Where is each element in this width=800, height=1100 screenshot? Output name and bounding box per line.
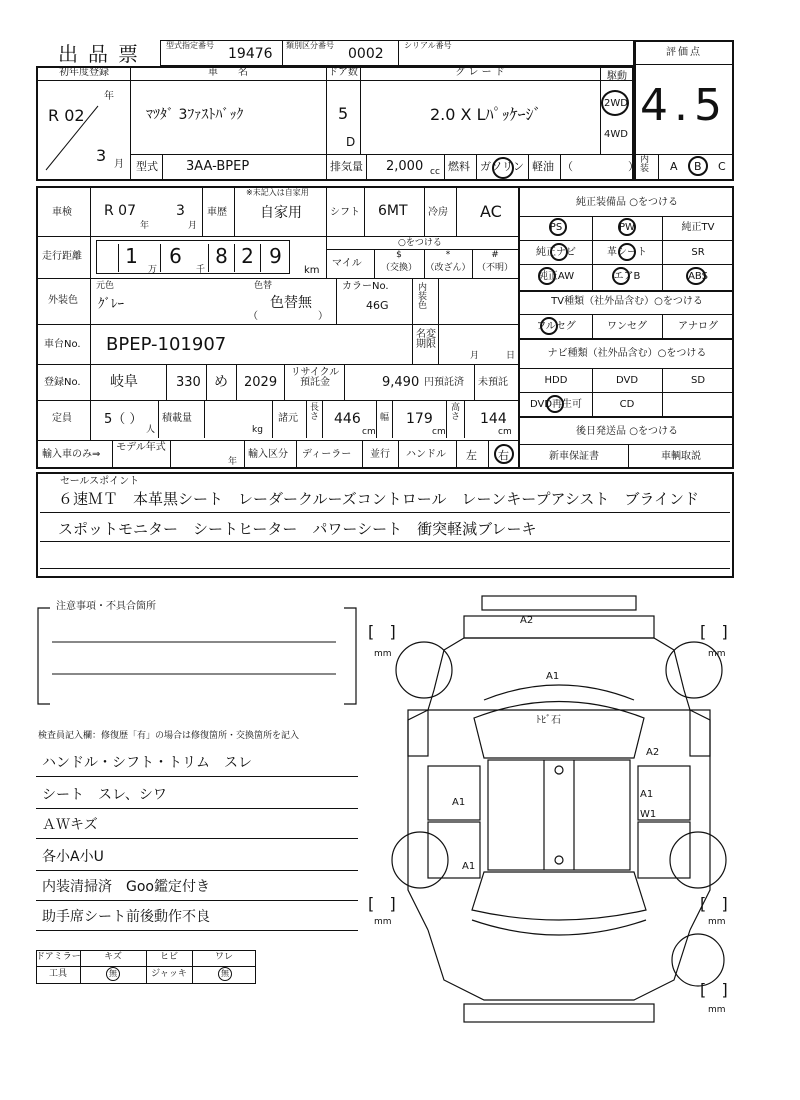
man-unit: 万 bbox=[148, 265, 158, 275]
fuel-diesel: 軽油 bbox=[532, 160, 554, 173]
color-change-label: 色替 bbox=[254, 281, 273, 291]
equipment-abs: ABS bbox=[688, 271, 708, 282]
mileage-digit: 8 bbox=[208, 244, 234, 272]
reg-kana: め bbox=[214, 374, 228, 390]
nav-dvd-playback: DVD再生可 bbox=[529, 399, 583, 410]
class-code: 0002 bbox=[348, 46, 384, 62]
damage-mark: A1 bbox=[462, 861, 476, 872]
nav-dvd-playback-circle bbox=[546, 395, 564, 413]
capacity: 5（ ） bbox=[104, 412, 143, 427]
grade-label: グ レ ー ド bbox=[455, 67, 505, 78]
history-note: ※未記入は自家用 bbox=[246, 188, 309, 197]
import-parallel: 並行 bbox=[370, 449, 390, 460]
shift: 6MT bbox=[378, 203, 408, 219]
displacement-unit: cc bbox=[430, 167, 440, 177]
mileage-tamper-sym: * bbox=[445, 250, 451, 260]
sen-unit: 千 bbox=[196, 265, 206, 275]
tire-bracket-rr: [ ] bbox=[700, 894, 728, 913]
inspector-note-3: ＡＷキズ bbox=[42, 817, 98, 833]
model-code: 19476 bbox=[228, 46, 273, 62]
recycle-amount: 9,490 bbox=[382, 375, 420, 390]
damage-mark: ﾄﾋﾞ石 bbox=[536, 715, 561, 726]
model-type-label: 型式 bbox=[136, 160, 158, 173]
handle-right: 右 bbox=[498, 449, 509, 462]
tv-fullseg: フルセグ bbox=[536, 321, 576, 332]
load-unit: kg bbox=[252, 425, 263, 435]
meihen-month: 月 bbox=[470, 351, 480, 361]
reg-label: 登録No. bbox=[44, 377, 81, 388]
tv-analog: アナログ bbox=[678, 321, 718, 332]
model-code-label: 型式指定番号 bbox=[166, 41, 214, 50]
inspector-label: 検査員記入欄：修復歴「有」の場合は修復箇所・交換箇所を記入 bbox=[38, 731, 300, 741]
color-no: 46G bbox=[366, 299, 389, 312]
drive-label: 駆動 bbox=[607, 71, 627, 82]
height-unit: cm bbox=[498, 427, 512, 437]
tire-bracket-rl: [ ] bbox=[368, 894, 396, 913]
after-manual: 車輌取説 bbox=[661, 451, 701, 462]
shift-label: シフト bbox=[330, 207, 360, 218]
tools-label: 工具 bbox=[48, 969, 67, 979]
class-code-label: 類別区分番号 bbox=[286, 41, 334, 50]
interior-grade-b: B bbox=[694, 160, 702, 173]
import-type-label: 輸入区分 bbox=[248, 449, 288, 460]
import-label: 輸入車のみ⇒ bbox=[42, 449, 101, 460]
reg-place: 岐阜 bbox=[110, 374, 138, 390]
damage-mark: A1 bbox=[452, 797, 466, 808]
ac: AC bbox=[480, 202, 502, 221]
door-type: D bbox=[346, 135, 356, 149]
equipment-ps: PS bbox=[549, 222, 563, 233]
inspector-note-6: 助手席シート前後動作不良 bbox=[42, 909, 210, 925]
drive-2wd-circle bbox=[601, 90, 629, 116]
load-label: 積載量 bbox=[162, 413, 192, 424]
score-label: 評価点 bbox=[666, 47, 702, 58]
inspection-month: 3 bbox=[176, 203, 185, 219]
displacement-label: 排気量 bbox=[330, 160, 363, 173]
reg-number: 2029 bbox=[244, 375, 278, 390]
mirror-scratch: キズ bbox=[104, 952, 122, 962]
first-reg-month: 3 bbox=[96, 146, 107, 165]
tire-depth-unit: mm bbox=[708, 917, 726, 927]
handle-left: 左 bbox=[466, 449, 477, 462]
model-year-label: モデル年式 bbox=[116, 442, 166, 453]
grade: 2.0 X Lﾊﾟｯｹｰｼﾞ bbox=[430, 105, 542, 124]
interior-color-label: 内装色 bbox=[418, 283, 428, 311]
mileage-unknown: （不明） bbox=[476, 263, 513, 273]
after-warranty: 新車保証書 bbox=[549, 451, 599, 462]
color-orig: ｸﾞﾚｰ bbox=[98, 297, 124, 312]
mileage-check-note: ○をつける bbox=[398, 238, 442, 248]
equipment-pw: PW bbox=[619, 222, 635, 233]
mirror-break: ワレ bbox=[214, 952, 233, 962]
length: 446 bbox=[334, 411, 361, 427]
car-name: ﾏﾂﾀﾞ 3ﾌｧｽﾄﾊﾞｯｸ bbox=[146, 107, 244, 123]
caution-label: 注意事項・不具合箇所 bbox=[56, 601, 156, 612]
color-orig-label: 元色 bbox=[96, 281, 115, 291]
history: 自家用 bbox=[260, 205, 302, 221]
capacity-unit: 人 bbox=[146, 425, 156, 435]
door-count: 5 bbox=[338, 104, 349, 123]
equipment-leather: 革シート bbox=[607, 247, 647, 258]
damage-mark: A1 bbox=[640, 789, 654, 800]
mileage-digit: 1 bbox=[118, 244, 144, 272]
reg-class: 330 bbox=[176, 375, 201, 390]
equipment-airbag-circle bbox=[612, 267, 630, 285]
evaluation-score: 4.5 bbox=[640, 80, 728, 131]
fuel-gasoline: ガソリン bbox=[480, 160, 524, 173]
mileage-digit: 6 bbox=[160, 244, 190, 272]
equipment-pw-circle bbox=[618, 218, 636, 236]
fuel-gasoline-circle bbox=[492, 157, 514, 179]
width-unit: cm bbox=[432, 427, 446, 437]
sales-point-line-1: ６速ＭＴ 本革黒シート レーダークルーズコントロール レーンキープアシスト ブラインド bbox=[58, 490, 699, 508]
equipment-airbag: エアB bbox=[613, 271, 641, 282]
tools-status: 無 bbox=[109, 969, 117, 978]
length-label: 長さ bbox=[310, 403, 320, 422]
mirror-crack: ヒビ bbox=[159, 952, 178, 962]
interior-grade-a: A bbox=[670, 160, 678, 173]
jack-label: ジャッキ bbox=[151, 969, 187, 979]
month-unit: 月 bbox=[114, 159, 124, 170]
form-title: 出品票 bbox=[58, 42, 148, 66]
mileage-exchange-sym: $ bbox=[396, 250, 402, 260]
jack-status: 無 bbox=[221, 969, 229, 978]
equipment-navi-circle bbox=[550, 243, 568, 261]
width: 179 bbox=[406, 411, 433, 427]
equipment-tv: 純正TV bbox=[681, 222, 715, 233]
car-name-label: 車 名 bbox=[208, 67, 248, 78]
serial-label: シリアル番号 bbox=[404, 41, 452, 50]
nav-cd: CD bbox=[619, 399, 635, 410]
ac-label: 冷房 bbox=[428, 207, 448, 218]
car-damage-diagram bbox=[364, 590, 764, 1030]
color-paren: （ ） bbox=[248, 311, 328, 322]
meihen-day: 日 bbox=[506, 351, 516, 361]
height: 144 bbox=[480, 411, 507, 427]
damage-mark: W1 bbox=[640, 809, 657, 820]
mileage-tamper: （改ざん） bbox=[425, 263, 471, 273]
year-unit: 年 bbox=[140, 221, 150, 231]
nav-hdd: HDD bbox=[544, 375, 568, 386]
inspector-note-4: 各小A小U bbox=[42, 849, 104, 865]
handle-right-circle bbox=[494, 444, 514, 464]
caution-bracket bbox=[36, 600, 358, 712]
inspector-note-2: シート スレ、シワ bbox=[42, 787, 167, 803]
interior-grade-label: 内装 bbox=[640, 155, 650, 174]
length-unit: cm bbox=[362, 427, 376, 437]
inspection-year: R 07 bbox=[104, 203, 136, 219]
nav-sd: SD bbox=[690, 375, 706, 386]
after-shipment-title: 後日発送品 ○をつける bbox=[576, 426, 678, 437]
equipment-aw: 純正AW bbox=[537, 271, 575, 282]
equipment-leather-circle bbox=[618, 243, 636, 261]
equipment-abs-circle bbox=[686, 267, 706, 285]
inspector-note-5: 内装清掃済 Goo鑑定付き bbox=[42, 879, 210, 895]
interior-grade-c: C bbox=[718, 160, 726, 173]
chassis-number: BPEP-101907 bbox=[106, 334, 227, 355]
tire-depth-unit: mm bbox=[708, 1005, 726, 1015]
fuel-other-paren: （ ） bbox=[562, 160, 639, 173]
tv-title: TV種類（社外品含む）○をつける bbox=[551, 296, 703, 307]
first-reg-year: R 02 bbox=[48, 106, 85, 125]
damage-mark: A2 bbox=[646, 747, 660, 758]
capacity-label: 定員 bbox=[52, 413, 72, 424]
mileage-digit: 2 bbox=[234, 244, 260, 272]
history-label: 車歴 bbox=[207, 207, 227, 218]
equipment-ps-circle bbox=[549, 218, 567, 236]
mileage-unknown-sym: # bbox=[491, 250, 499, 260]
first-reg-label: 初年度登録 bbox=[59, 67, 109, 78]
meihen-label: 名変期限 bbox=[416, 329, 436, 350]
nav-dvd: DVD bbox=[615, 375, 639, 386]
recycle-undeposited: 未預託 bbox=[478, 377, 508, 388]
year-unit: 年 bbox=[104, 91, 114, 102]
drive-2wd: 2WD bbox=[604, 98, 628, 109]
equipment-sr: SR bbox=[691, 247, 705, 258]
equipment-navi: 純正ナビ bbox=[536, 247, 576, 258]
chassis-label: 車台No. bbox=[44, 339, 81, 350]
tire-bracket-fl: [ ] bbox=[368, 622, 396, 641]
door-mirror-label: ドアミラー bbox=[36, 952, 81, 962]
km-unit: km bbox=[304, 265, 320, 276]
tv-oneseg: ワンセグ bbox=[607, 321, 647, 332]
damage-mark: A1 bbox=[546, 671, 560, 682]
inspector-note-1: ハンドル・シフト・トリム スレ bbox=[42, 755, 252, 771]
tire-depth-unit: mm bbox=[374, 649, 392, 659]
model-year-unit: 年 bbox=[228, 457, 238, 467]
handle-label: ハンドル bbox=[406, 449, 446, 460]
sales-point-label: セールスポイント bbox=[60, 476, 140, 487]
tv-fullseg-circle bbox=[540, 317, 558, 335]
mileage-exchange: （交換） bbox=[380, 263, 417, 273]
recycle-label: リサイクル預託金 bbox=[290, 367, 340, 388]
dimensions-label: 諸元 bbox=[278, 413, 298, 424]
sales-point-line-2: スポットモニター シートヒーター パワーシート 衝突軽減ブレーキ bbox=[58, 520, 537, 538]
mileage-label: 走行距離 bbox=[42, 251, 82, 262]
color-no-label: カラーNo. bbox=[342, 281, 389, 292]
exterior-color-label: 外装色 bbox=[48, 295, 78, 306]
import-dealer: ディーラー bbox=[302, 449, 352, 460]
model-type: 3AA-BPEP bbox=[186, 159, 250, 174]
nav-title: ナビ種類（社外品含む）○をつける bbox=[547, 348, 707, 359]
drive-4wd: 4WD bbox=[604, 129, 628, 140]
doors-label: ドア数 bbox=[328, 67, 358, 78]
fuel-label: 燃料 bbox=[448, 160, 470, 173]
inspection-label: 車検 bbox=[52, 207, 72, 218]
tire-depth-unit: mm bbox=[708, 649, 726, 659]
damage-mark: A2 bbox=[520, 615, 534, 626]
mileage-mile: マイル bbox=[332, 258, 362, 269]
mileage-digit: 9 bbox=[260, 244, 290, 272]
recycle-deposited: 円預託済 bbox=[424, 377, 464, 388]
height-label: 高さ bbox=[451, 403, 461, 422]
tire-bracket-spare: [ ] bbox=[700, 980, 728, 999]
color-change: 色替無 bbox=[270, 295, 312, 311]
tire-bracket-fr: [ ] bbox=[700, 622, 728, 641]
equipment-title: 純正装備品 ○をつける bbox=[576, 197, 678, 208]
tire-depth-unit: mm bbox=[374, 917, 392, 927]
interior-grade-b-circle bbox=[688, 156, 708, 176]
displacement: 2,000 bbox=[386, 159, 424, 174]
month-unit: 月 bbox=[188, 221, 198, 231]
equipment-aw-circle bbox=[538, 267, 556, 285]
width-label: 幅 bbox=[380, 413, 390, 423]
